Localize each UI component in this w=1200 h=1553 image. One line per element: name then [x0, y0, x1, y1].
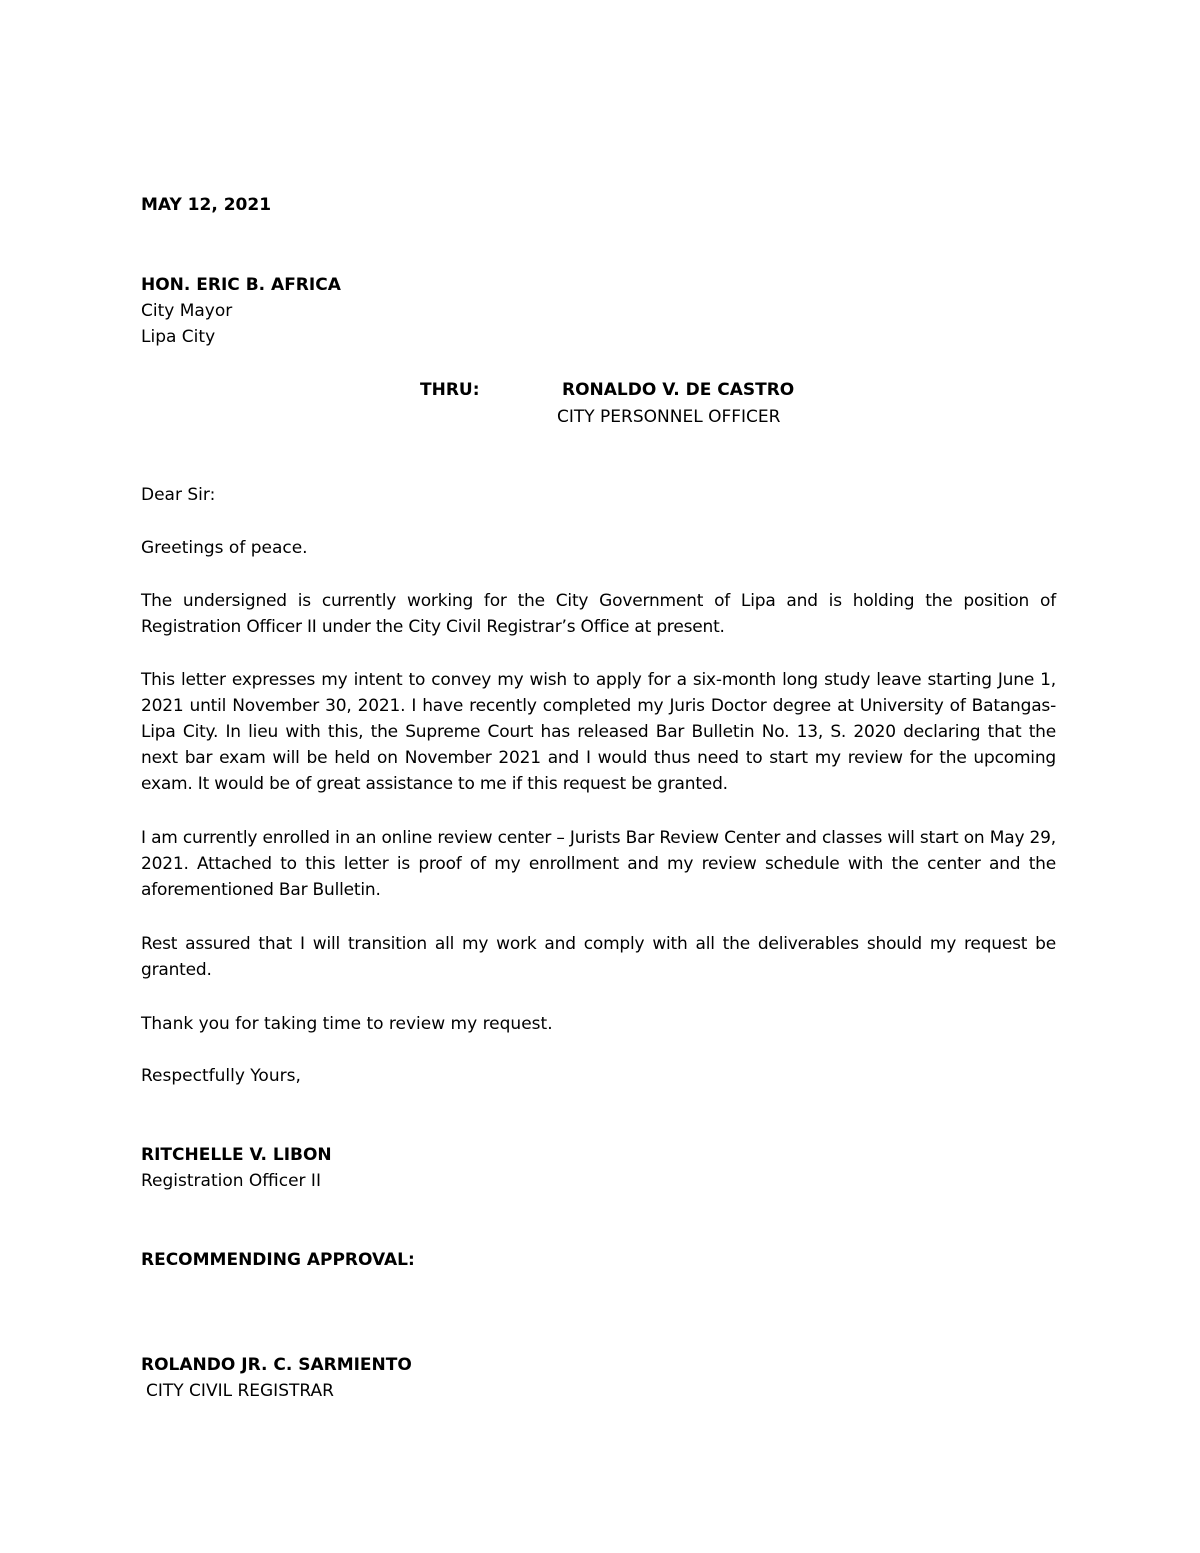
thanks-line: Thank you for taking time to review my request. — [141, 1014, 553, 1034]
signatory-name: RITCHELLE V. LIBON — [141, 1145, 332, 1165]
greeting: Greetings of peace. — [141, 538, 308, 558]
recommending-title: CITY CIVIL REGISTRAR — [146, 1381, 334, 1401]
recipient-title: City Mayor — [141, 301, 233, 321]
salutation: Dear Sir: — [141, 485, 216, 505]
thru-label: THRU: — [420, 380, 480, 400]
body-paragraph-4: Rest assured that I will transition all my work and comply with all the deliverables should my request be granted. — [141, 934, 1056, 980]
thru-title: CITY PERSONNEL OFFICER — [557, 407, 781, 427]
closing-line: Respectfully Yours, — [141, 1066, 301, 1086]
body-paragraph-3: I am currently enrolled in an online review center – Jurists Bar Review Center and classes will start on May 29, 2021. Attached to this letter is proof of my enrollment and my review schedule with the center and the aforementioned Bar Bulletin. — [141, 828, 1056, 900]
recipient-location: Lipa City — [141, 327, 216, 347]
recipient-name: HON. ERIC B. AFRICA — [141, 275, 341, 295]
signatory-title: Registration Officer II — [141, 1171, 321, 1191]
thru-name: RONALDO V. DE CASTRO — [562, 380, 795, 400]
letter-date: MAY 12, 2021 — [141, 195, 272, 215]
recommending-name: ROLANDO JR. C. SARMIENTO — [141, 1355, 412, 1375]
body-paragraph-2: This letter expresses my intent to convey my wish to apply for a six-month long study leave starting June 1, 2021 until November 30, 2021. I have recently completed my Juris Doctor degree at University of Batangas-Lipa City. In lieu with this, the Supreme Court has released Bar Bulletin No. 13, S. 2020 declaring that the next bar exam will be held on November 2021 and I would thus need to start my review for the upcoming exam. It would be of great assistance to me if this request be granted. — [141, 670, 1056, 794]
recommending-label: RECOMMENDING APPROVAL: — [141, 1250, 415, 1270]
body-paragraph-1: The undersigned is currently working for the City Government of Lipa and is holding the position of Registration Officer II under the City Civil Registrar’s Office at present. — [141, 591, 1056, 637]
